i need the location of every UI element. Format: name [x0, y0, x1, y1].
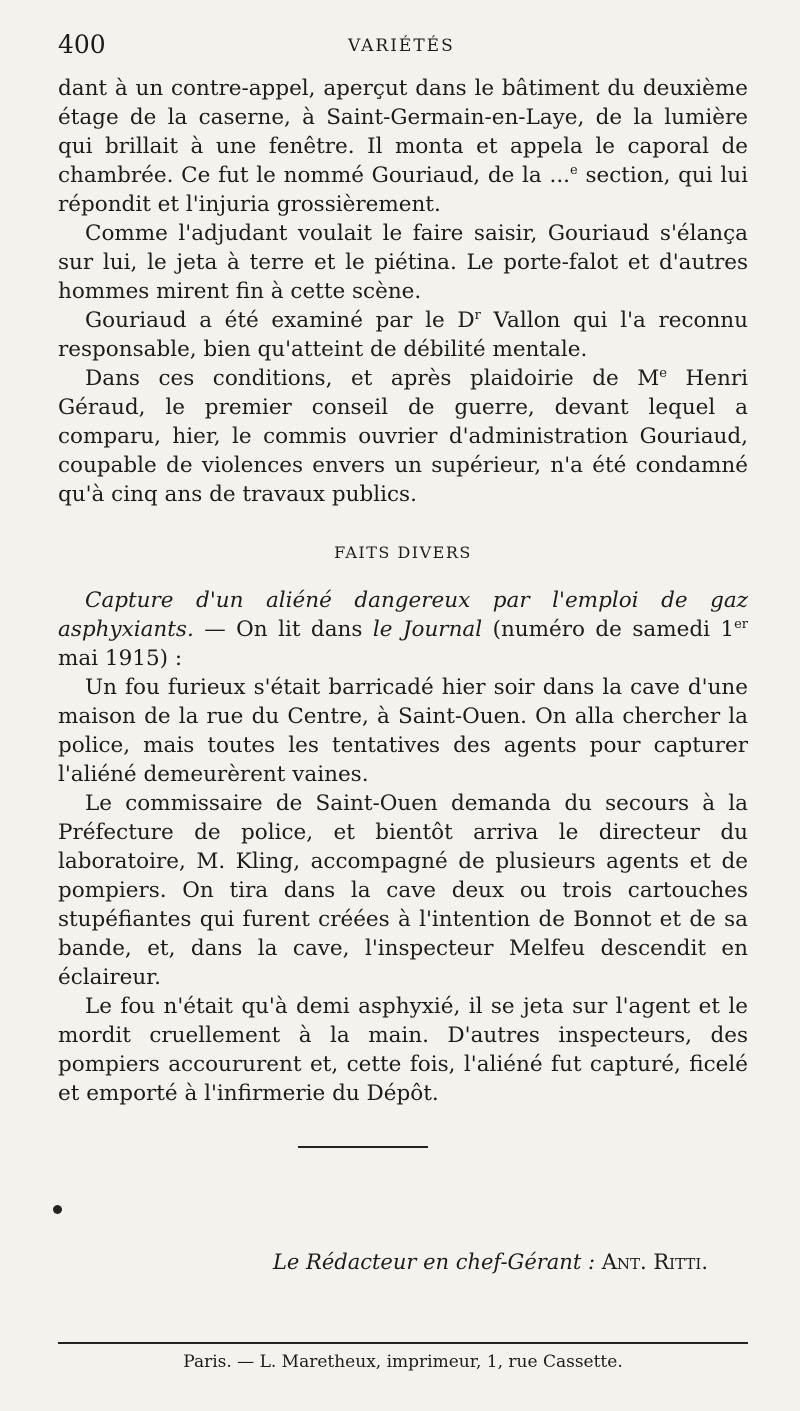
- page-body: [58, 74, 748, 1108]
- page-number: 400: [58, 30, 106, 59]
- article-paragraph: Dans ces conditions, et après plaidoirie de Me Henri Géraud, le premier conseil de guerre, devant lequel a comparu, hier, le commis ouvrier d'administration Gouriaud, coupable de violences envers un supérieur, n'a été condamné qu'à cinq ans de travaux publics.: [58, 365, 748, 507]
- printer-imprint: Paris. — L. Maretheux, imprimeur, 1, rue Cassette.: [183, 1352, 623, 1372]
- editor-signature: [58, 1250, 708, 1274]
- section-title: FAITS DIVERS: [334, 543, 472, 562]
- running-head: VARIÉTÉS: [348, 36, 455, 56]
- news-paragraph: Le fou n'était qu'à demi asphyxié, il se jeta sur l'agent et le mordit cruellement à la main. D'autres inspecteurs, des pompiers accoururent et, cette fois, l'aliéné fut capturé, ficelé et emporté à l'infirmerie du Dépôt.: [58, 994, 748, 1106]
- ink-dot: [53, 1205, 62, 1214]
- separator-rule: [298, 1146, 428, 1148]
- page-header: [58, 30, 748, 66]
- news-headline: Capture d'un aliéné dangereux par l'emploi de gaz asphyxiants.: [58, 588, 748, 642]
- editor-name: Ant. Ritti.: [601, 1250, 708, 1274]
- news-paragraph: Un fou furieux s'était barricadé hier soir dans la cave d'une maison de la rue du Centre, à Saint-Ouen. On alla chercher la police, mais toutes les tentatives des agents pour capturer l'aliéné demeurèrent vaines.: [58, 675, 748, 787]
- editor-role: Le Rédacteur en chef-Gérant :: [272, 1250, 596, 1274]
- article-paragraph: dant à un contre-appel, aperçut dans le bâtiment du deuxième étage de la caserne, à Saint-Germain-en-Laye, de la lumière qui brillait à une fenêtre. Il monta et appela le caporal de chambrée. Ce fut le nommé Gouriaud, de la ...$^e$ section, qui lui répondit et l'injuria grossièrement.: [58, 76, 748, 217]
- article-paragraph: Comme l'adjudant voulait le faire saisir, Gouriaud s'élança sur lui, le jeta à terre et le piétina. Le porte-falot et d'autres hommes mirent fin à cette scène.: [58, 221, 748, 304]
- footer-rule: [58, 1342, 748, 1344]
- news-lead-paragraph: Capture d'un aliéné dangereux par l'emploi de gaz asphyxiants. — On lit dans le Journal (numéro de samedi 1er mai 1915) :: [58, 588, 748, 671]
- news-paragraph: Le commissaire de Saint-Ouen demanda du secours à la Préfecture de police, et bientôt arriva le directeur du laboratoire, M. Kling, accompagné de plusieurs agents et de pompiers. On tira dans la cave deux ou trois cartouches stupéfiantes qui furent créées à l'intention de Bonnot et de sa bande, et, dans la cave, l'inspecteur Melfeu descendit en éclaireur.: [58, 791, 748, 990]
- article-paragraph: Gouriaud a été examiné par le $D^r$ Vallon qui l'a reconnu responsable, bien qu'atteint de débilité mentale.: [58, 307, 748, 362]
